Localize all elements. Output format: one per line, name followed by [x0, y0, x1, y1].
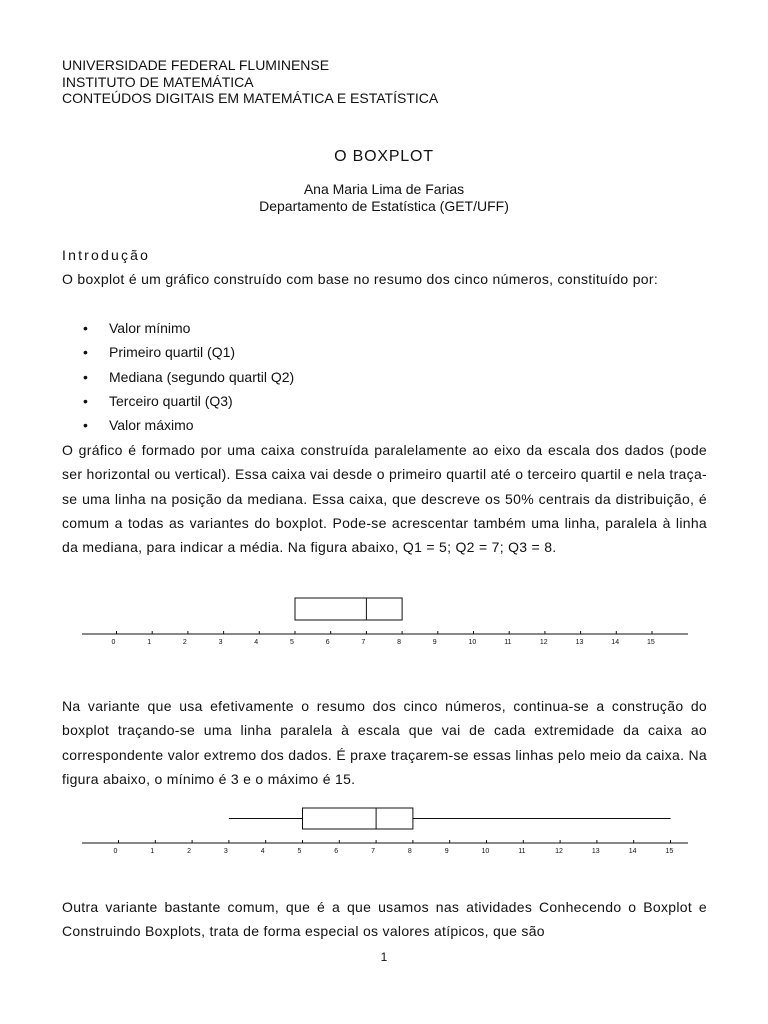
- tick-label: 15: [665, 848, 674, 855]
- tick-label: 3: [218, 639, 223, 646]
- tick-label: 9: [432, 639, 437, 646]
- list-item: • Primeiro quartil (Q1): [83, 340, 294, 364]
- tick-label: 1: [147, 639, 152, 646]
- section-title: Introdução: [62, 247, 151, 263]
- tick-label: 4: [254, 639, 259, 646]
- page-number: 1: [380, 950, 388, 964]
- tick-label: 3: [223, 848, 228, 855]
- tick-label: 6: [325, 639, 330, 646]
- list-item: • Valor máximo: [83, 413, 294, 437]
- tick-label: 9: [444, 848, 449, 855]
- tick-label: 10: [468, 639, 477, 646]
- boxplot-figure-1: [0, 590, 768, 650]
- author-name: Ana Maria Lima de Farias: [303, 181, 465, 197]
- five-number-list: [83, 316, 294, 437]
- interquartile-box: [295, 598, 402, 620]
- institution-header: [62, 57, 438, 107]
- tick-label: 4: [260, 848, 265, 855]
- boxplot-figure-2: [0, 800, 768, 862]
- tick-label: 11: [518, 848, 526, 855]
- intro-paragraph: O boxplot é um gráfico construído com base no resumo dos cinco números, constituído por:: [62, 271, 659, 287]
- header-program: CONTEÚDOS DIGITAIS EM MATEMÁTICA E ESTATÍSTICA: [62, 90, 439, 106]
- tick-label: 1: [150, 848, 155, 855]
- tick-label: 13: [575, 639, 584, 646]
- tick-label: 5: [297, 848, 302, 855]
- outlier-paragraph: Outra variante bastante comum, que é a que usamos nas atividades Conhecendo o Boxplot e Construindo Boxplots, trata de forma especial os valores atípicos, que são: [62, 899, 707, 940]
- document-title: O BOXPLOT: [334, 148, 434, 165]
- tick-label: 0: [113, 848, 118, 855]
- list-item: • Terceiro quartil (Q3): [83, 389, 294, 413]
- tick-label: 7: [371, 848, 376, 855]
- tick-label: 12: [539, 639, 548, 646]
- tick-label: 15: [647, 639, 655, 646]
- tick-label: 5: [290, 639, 294, 646]
- tick-label: 12: [555, 848, 563, 855]
- list-item: • Valor mínimo: [83, 316, 294, 340]
- tick-label: 11: [504, 639, 512, 646]
- tick-label: 6: [334, 848, 339, 855]
- list-item: • Mediana (segundo quartil Q2): [83, 365, 294, 389]
- tick-label: 10: [481, 848, 490, 855]
- tick-label: 8: [397, 639, 402, 646]
- tick-label: 2: [182, 639, 187, 646]
- header-university: UNIVERSIDADE FEDERAL FLUMINENSE: [62, 57, 330, 73]
- tick-label: 7: [361, 639, 366, 646]
- author-department: Departamento de Estatística (GET/UFF): [259, 198, 509, 214]
- box-description-paragraph: O gráfico é formado por uma caixa construída paralelamente ao eixo da escala dos dados (pode ser horizontal ou vertical). Essa caixa vai desde o primeiro quartil até o terceiro quartil e nela traça-se uma linha na posição da mediana. Essa caixa, que descreve os 50% centrais da distribuição, é comum a todas as variantes do boxplot. Pode-se acrescentar também uma linha, paralela à linha da mediana, para indicar a média. Na figura abaixo, Q1 = 5; Q2 = 7; Q3 = 8.: [62, 442, 707, 556]
- header-institute: INSTITUTO DE MATEMÁTICA: [62, 73, 254, 90]
- tick-label: 13: [591, 848, 600, 855]
- tick-label: 14: [628, 848, 637, 855]
- tick-label: 8: [407, 848, 412, 855]
- tick-label: 0: [111, 639, 116, 646]
- author-block: [0, 181, 768, 215]
- tick-label: 2: [187, 848, 192, 855]
- tick-label: 14: [611, 639, 620, 646]
- interquartile-box: [303, 808, 413, 829]
- whisker-paragraph: Na variante que usa efetivamente o resumo dos cinco números, continua-se a construção do boxplot traçando-se uma linha paralela à escala que vai de cada extremidade da caixa ao correspondente valor extremo dos dados. É praxe traçarem-se essas linhas pelo meio da caixa. Na figura abaixo, o mínimo é 3 e o máximo é 15.: [62, 698, 707, 787]
